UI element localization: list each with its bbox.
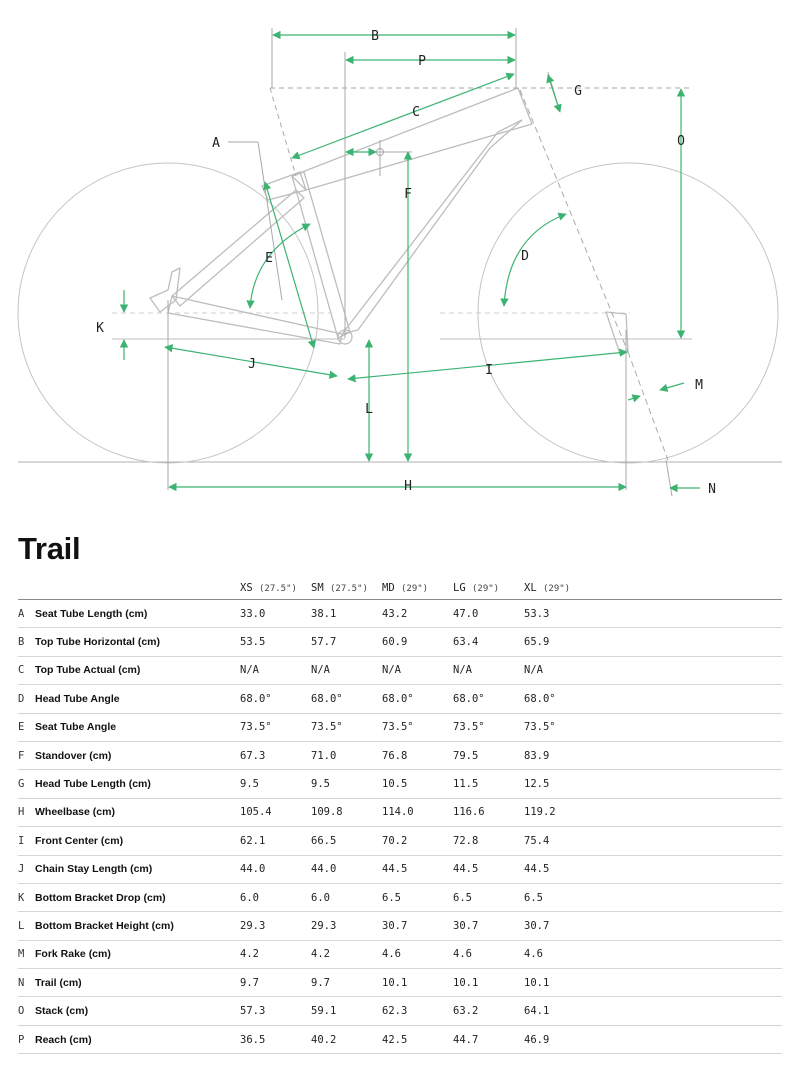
row-value-md: 4.6: [382, 940, 453, 968]
row-letter: A: [18, 600, 35, 628]
row-value-xs: 105.4: [240, 798, 311, 826]
row-value-lg: N/A: [453, 656, 524, 684]
label-I: I: [485, 363, 493, 378]
table-row: [18, 940, 782, 968]
bike-frame: [150, 88, 628, 354]
label-O: O: [677, 134, 685, 149]
table-row: [18, 997, 782, 1025]
row-value-sm: 44.0: [311, 855, 382, 883]
arrow-M: [660, 383, 684, 390]
row-measurement-name: Seat Tube Angle: [35, 713, 240, 741]
row-value-sm: 38.1: [311, 600, 382, 628]
row-measurement-name: Front Center (cm): [35, 827, 240, 855]
row-value-lg: 63.4: [453, 628, 524, 656]
row-value-md: 114.0: [382, 798, 453, 826]
row-value-sm: 29.3: [311, 912, 382, 940]
row-value-sm: 57.7: [311, 628, 382, 656]
table-row: [18, 912, 782, 940]
row-value-xl: 10.1: [524, 969, 595, 997]
row-value-lg: 63.2: [453, 997, 524, 1025]
row-value-sm: 59.1: [311, 997, 382, 1025]
size-header-xl: [524, 577, 595, 600]
table-row: [18, 770, 782, 798]
bike-geometry-diagram: [0, 0, 800, 510]
row-letter: N: [18, 969, 35, 997]
row-value-lg: 116.6: [453, 798, 524, 826]
row-value-xl: 75.4: [524, 827, 595, 855]
row-value-sm: 109.8: [311, 798, 382, 826]
row-value-sm: 6.0: [311, 883, 382, 911]
table-row: [18, 855, 782, 883]
wheel-size: (29"): [542, 584, 571, 594]
row-value-xl: 4.6: [524, 940, 595, 968]
table-row: [18, 1025, 782, 1053]
wheel-size: (27.5"): [258, 584, 297, 594]
size-code: XL: [524, 582, 537, 594]
row-value-lg: 30.7: [453, 912, 524, 940]
row-value-md: 73.5°: [382, 713, 453, 741]
arrow-C: [292, 74, 514, 158]
row-letter: O: [18, 997, 35, 1025]
row-letter: B: [18, 628, 35, 656]
row-letter: M: [18, 940, 35, 968]
row-letter: J: [18, 855, 35, 883]
row-letter: C: [18, 656, 35, 684]
row-value-xs: 57.3: [240, 997, 311, 1025]
row-letter: K: [18, 883, 35, 911]
table-row: [18, 798, 782, 826]
row-value-md: 70.2: [382, 827, 453, 855]
row-measurement-name: Bottom Bracket Height (cm): [35, 912, 240, 940]
row-measurement-name: Chain Stay Length (cm): [35, 855, 240, 883]
row-value-lg: 44.5: [453, 855, 524, 883]
row-measurement-name: Seat Tube Length (cm): [35, 600, 240, 628]
row-value-md: 10.1: [382, 969, 453, 997]
row-measurement-name: Trail (cm): [35, 969, 240, 997]
row-measurement-name: Fork Rake (cm): [35, 940, 240, 968]
row-letter: L: [18, 912, 35, 940]
row-value-xs: 9.7: [240, 969, 311, 997]
row-value-lg: 10.1: [453, 969, 524, 997]
row-value-md: 76.8: [382, 741, 453, 769]
row-letter: H: [18, 798, 35, 826]
table-row: [18, 600, 782, 628]
wheel-size: (29"): [400, 584, 429, 594]
row-value-xs: 4.2: [240, 940, 311, 968]
arrow-M-left: [628, 396, 640, 400]
table-row: [18, 883, 782, 911]
row-value-xl: 83.9: [524, 741, 595, 769]
row-value-xs: 44.0: [240, 855, 311, 883]
row-measurement-name: Head Tube Length (cm): [35, 770, 240, 798]
row-value-lg: 4.6: [453, 940, 524, 968]
row-value-lg: 72.8: [453, 827, 524, 855]
row-letter: F: [18, 741, 35, 769]
row-value-md: 44.5: [382, 855, 453, 883]
row-value-md: 60.9: [382, 628, 453, 656]
label-M: M: [695, 378, 703, 393]
size-header-sm: [311, 577, 382, 600]
table-row: [18, 969, 782, 997]
row-value-xl: 30.7: [524, 912, 595, 940]
row-value-xl: 68.0°: [524, 685, 595, 713]
row-letter: I: [18, 827, 35, 855]
arrow-D-angle: [504, 214, 566, 306]
row-value-xs: 62.1: [240, 827, 311, 855]
row-value-xl: 6.5: [524, 883, 595, 911]
row-value-xs: 6.0: [240, 883, 311, 911]
table-row: [18, 741, 782, 769]
row-value-xs: 68.0°: [240, 685, 311, 713]
row-measurement-name: Head Tube Angle: [35, 685, 240, 713]
row-value-xl: 46.9: [524, 1025, 595, 1053]
row-value-xs: 36.5: [240, 1025, 311, 1053]
row-value-md: 68.0°: [382, 685, 453, 713]
table-row: [18, 685, 782, 713]
row-value-xl: 73.5°: [524, 713, 595, 741]
row-value-sm: 66.5: [311, 827, 382, 855]
row-value-xs: N/A: [240, 656, 311, 684]
label-H: H: [404, 479, 412, 494]
row-value-sm: 73.5°: [311, 713, 382, 741]
row-measurement-name: Reach (cm): [35, 1025, 240, 1053]
row-value-md: 43.2: [382, 600, 453, 628]
label-E: E: [265, 251, 273, 266]
row-letter: P: [18, 1025, 35, 1053]
row-measurement-name: Top Tube Horizontal (cm): [35, 628, 240, 656]
size-header-md: [382, 577, 453, 600]
row-letter: G: [18, 770, 35, 798]
row-value-sm: 9.7: [311, 969, 382, 997]
row-value-md: 10.5: [382, 770, 453, 798]
table-row: [18, 827, 782, 855]
row-value-sm: 4.2: [311, 940, 382, 968]
table-row: [18, 713, 782, 741]
size-header-row: [18, 577, 782, 600]
label-F: F: [404, 187, 412, 202]
row-value-lg: 11.5: [453, 770, 524, 798]
row-letter: D: [18, 685, 35, 713]
row-value-xl: 119.2: [524, 798, 595, 826]
row-value-xs: 9.5: [240, 770, 311, 798]
row-value-md: 62.3: [382, 997, 453, 1025]
size-code: MD: [382, 582, 395, 594]
label-C: C: [412, 105, 420, 120]
row-value-xl: 12.5: [524, 770, 595, 798]
row-value-xl: 65.9: [524, 628, 595, 656]
row-value-lg: 79.5: [453, 741, 524, 769]
row-value-lg: 44.7: [453, 1025, 524, 1053]
table-row: [18, 628, 782, 656]
size-code: LG: [453, 582, 466, 594]
row-value-xl: N/A: [524, 656, 595, 684]
label-B: B: [371, 29, 379, 44]
row-value-xl: 64.1: [524, 997, 595, 1025]
row-measurement-name: Standover (cm): [35, 741, 240, 769]
row-value-lg: 73.5°: [453, 713, 524, 741]
row-value-sm: 68.0°: [311, 685, 382, 713]
row-value-xs: 67.3: [240, 741, 311, 769]
row-value-sm: 71.0: [311, 741, 382, 769]
label-N: N: [708, 482, 716, 497]
wheel-size: (29"): [471, 584, 500, 594]
page-title: Trail: [18, 531, 81, 566]
size-code: XS: [240, 582, 253, 594]
row-value-md: N/A: [382, 656, 453, 684]
size-header-lg: [453, 577, 524, 600]
row-measurement-name: Stack (cm): [35, 997, 240, 1025]
label-P: P: [418, 54, 426, 69]
label-L: L: [365, 402, 373, 417]
row-value-lg: 6.5: [453, 883, 524, 911]
row-measurement-name: Bottom Bracket Drop (cm): [35, 883, 240, 911]
table-row: [18, 656, 782, 684]
row-value-xl: 44.5: [524, 855, 595, 883]
geometry-table: [18, 577, 782, 1054]
row-value-sm: 40.2: [311, 1025, 382, 1053]
reference-lines: [168, 28, 690, 496]
row-value-sm: N/A: [311, 656, 382, 684]
row-value-xs: 33.0: [240, 600, 311, 628]
row-value-xl: 53.3: [524, 600, 595, 628]
label-A: A: [212, 136, 220, 151]
size-header-xs: [240, 577, 311, 600]
row-measurement-name: Top Tube Actual (cm): [35, 656, 240, 684]
geometry-table-body: [18, 600, 782, 1054]
arrow-G: [548, 75, 560, 112]
row-value-lg: 47.0: [453, 600, 524, 628]
row-value-md: 30.7: [382, 912, 453, 940]
row-value-xs: 29.3: [240, 912, 311, 940]
size-code: SM: [311, 582, 324, 594]
label-G: G: [574, 84, 582, 99]
row-measurement-name: Wheelbase (cm): [35, 798, 240, 826]
row-value-xs: 53.5: [240, 628, 311, 656]
row-value-sm: 9.5: [311, 770, 382, 798]
row-value-xs: 73.5°: [240, 713, 311, 741]
row-letter: E: [18, 713, 35, 741]
dimension-arrows: [124, 35, 700, 488]
row-value-md: 42.5: [382, 1025, 453, 1053]
wheel-size: (27.5"): [329, 584, 368, 594]
label-K: K: [96, 321, 104, 336]
label-D: D: [521, 249, 529, 264]
row-value-md: 6.5: [382, 883, 453, 911]
label-J: J: [248, 357, 256, 372]
row-value-lg: 68.0°: [453, 685, 524, 713]
